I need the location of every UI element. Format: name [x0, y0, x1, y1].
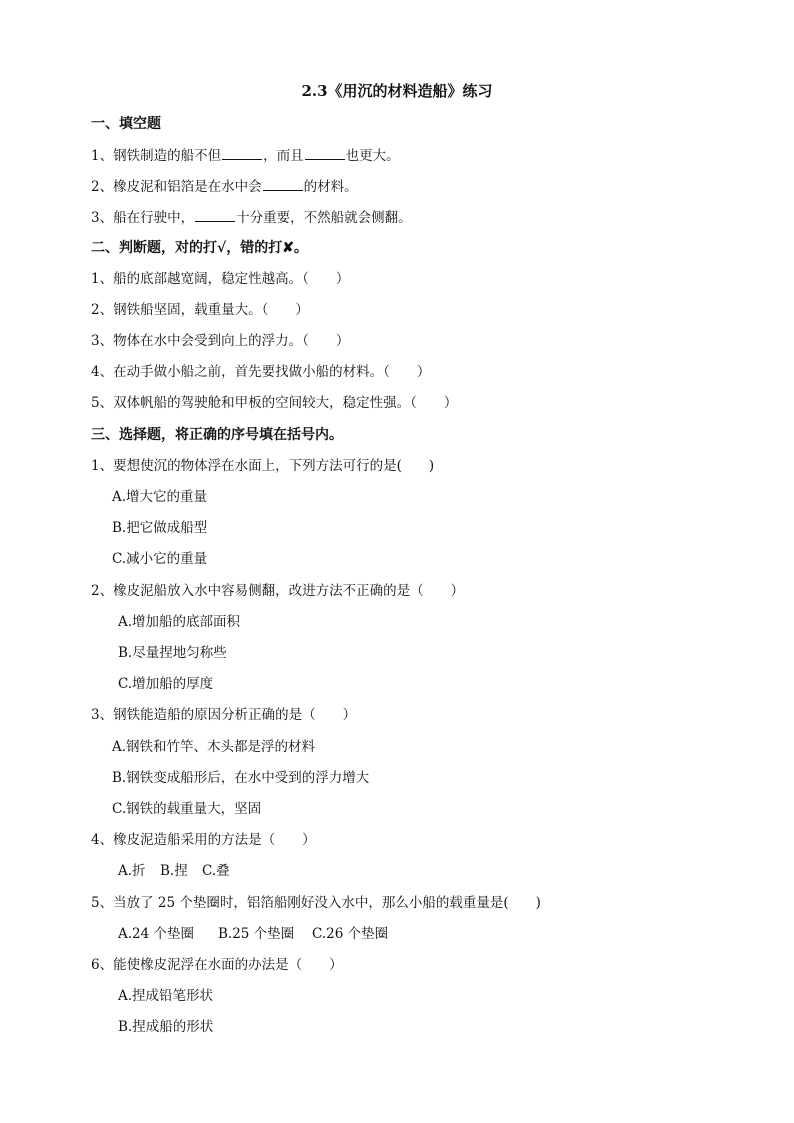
q1-text-b: ，而且 [263, 148, 304, 164]
true-false-item-2: 2、钢铁船坚固，载重量大。（ ） [91, 302, 309, 318]
choice-question-1-option-c: C.减小它的重量 [112, 551, 208, 567]
q1-text-c: 也更大。 [345, 148, 400, 164]
q1-text-a: 1、钢铁制造的船不但 [91, 148, 222, 164]
q1-blank-1[interactable] [222, 145, 262, 160]
choice-question-3-option-b: B.钢铁变成船形后，在水中受到的浮力增大 [112, 770, 370, 786]
fill-blank-question-1 [91, 145, 400, 166]
q2-text-a: 2、橡皮泥和铝箔是在水中会 [91, 179, 262, 195]
true-false-item-1: 1、船的底部越宽阔，稳定性越高。（ ） [91, 271, 350, 287]
choice-question-3-option-c: C.钢铁的载重量大，坚固 [112, 801, 262, 817]
choice-question-4-option-b: B.捏 [160, 863, 188, 879]
choice-question-5-option-a: A.24 个垫圈 [118, 926, 195, 942]
choice-question-2-option-a: A.增加船的底部面积 [118, 614, 241, 630]
choice-question-5-option-c: C.26 个垫圈 [312, 926, 389, 942]
section-multiple-choice-heading: 三、选择题，将正确的序号填在括号内。 [91, 427, 343, 443]
section-fill-blank-heading: 一、填空题 [91, 116, 161, 132]
choice-question-6-stem: 6、能使橡皮泥浮在水面的办法是（ ） [91, 957, 343, 973]
q2-text-b: 的材料。 [303, 179, 358, 195]
q2-blank-1[interactable] [263, 176, 303, 191]
section-true-false-heading: 二、判断题，对的打√，错的打✘。 [91, 240, 308, 256]
q1-blank-2[interactable] [305, 145, 345, 160]
choice-question-2-option-b: B.尽量捏地匀称些 [118, 645, 227, 661]
choice-question-4-stem: 4、橡皮泥造船采用的方法是（ ） [91, 832, 316, 848]
q3-blank-1[interactable] [195, 207, 235, 222]
choice-question-5-option-b: B.25 个垫圈 [218, 926, 295, 942]
choice-question-1-option-a: A.增大它的重量 [112, 489, 208, 505]
choice-question-5-options [118, 924, 388, 944]
choice-question-1-option-b: B.把它做成船型 [112, 520, 208, 536]
q3-text-b: 十分重要，不然船就会侧翻。 [236, 210, 412, 226]
choice-question-2-option-c: C.增加船的厚度 [118, 676, 214, 692]
choice-question-6-option-a: A.捏成铅笔形状 [118, 988, 214, 1004]
page-title: 2.3《用沉的材料造船》练习 [301, 82, 493, 100]
true-false-item-5: 5、双体帆船的驾驶舱和甲板的空间较大，稳定性强。（ ） [91, 395, 458, 411]
choice-question-6-option-b: B.捏成船的形状 [118, 1019, 214, 1035]
choice-question-3-option-a: A.钢铁和竹竿、木头都是浮的材料 [112, 739, 316, 755]
choice-question-3-stem: 3、钢铁能造船的原因分析正确的是（ ） [91, 707, 357, 723]
choice-question-4-option-a: A.折 [118, 863, 146, 879]
choice-question-1-stem: 1、要想使沉的物体浮在水面上，下列方法可行的是( ) [91, 458, 435, 474]
true-false-item-3: 3、物体在水中会受到向上的浮力。（ ） [91, 333, 350, 349]
true-false-item-4: 4、在动手做小船之前，首先要找做小船的材料。（ ） [91, 364, 431, 380]
choice-question-2-stem: 2、橡皮泥船放入水中容易侧翻，改进方法不正确的是（ ） [91, 583, 465, 599]
q3-text-a: 3、船在行驶中， [91, 210, 195, 226]
choice-question-5-stem: 5、当放了 25 个垫圈时，铝箔船刚好没入水中，那么小船的载重量是( ) [91, 895, 541, 911]
fill-blank-question-3 [91, 207, 412, 228]
choice-question-4-options [118, 861, 230, 881]
fill-blank-question-2 [91, 176, 358, 197]
choice-question-4-option-c: C.叠 [202, 863, 230, 879]
